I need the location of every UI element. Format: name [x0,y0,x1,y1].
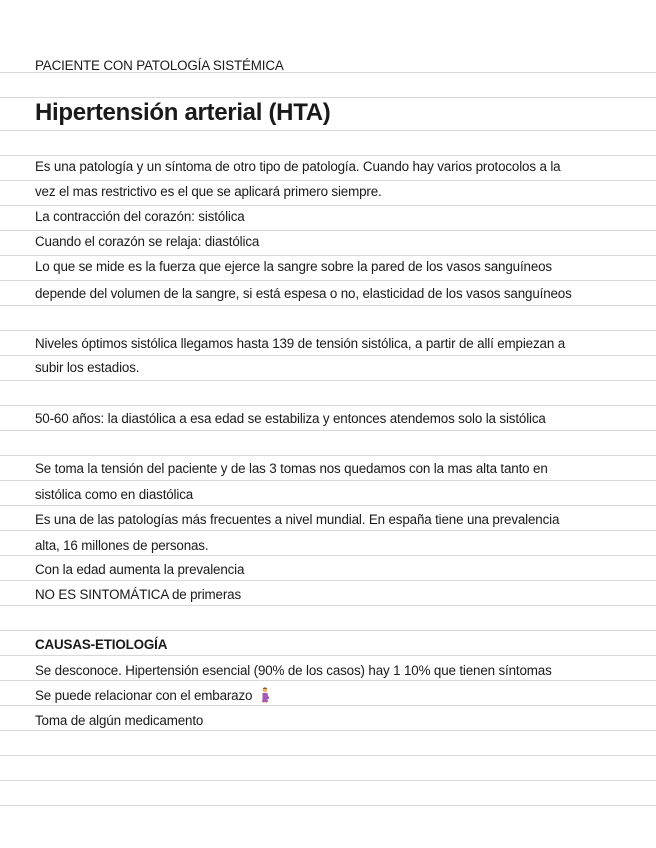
cause-line: Toma de algún medicamento [35,713,204,728]
text-line-emphasis [35,587,241,602]
text-line: Niveles óptimos sistólica llegamos hasta 139 de tensión sistólica, a partir de allí empiezan a [35,336,565,351]
cause-text: Se puede relacionar con el embarazo [35,688,253,703]
emphasis-text: NO ES SINTOMÁTICA [35,587,169,602]
text-line: Es una de las patologías más frecuentes a nivel mundial. En españa tiene una prevalencia [35,512,560,527]
text-line: Con la edad aumenta la prevalencia [35,562,245,577]
text-line: Es una patología y un síntoma de otro tipo de patología. Cuando hay varios protocolos a la [35,159,561,174]
text-line: Lo que se mide es la fuerza que ejerce la sangre sobre la pared de los vasos sanguíneos [35,259,552,274]
text-line: vez el mas restrictivo es el que se aplicará primero siempre. [35,184,382,199]
page-title: Hipertensión arterial (HTA) [35,99,331,126]
text-line: Se toma la tensión del paciente y de las 3 tomas nos quedamos con la mas alta tanto en [35,461,548,476]
text-line: La contracción del corazón: sistólica [35,209,245,224]
text-line: alta, 16 millones de personas. [35,538,209,553]
text-line: subir los estadios. [35,360,140,375]
text-line: 50-60 años: la diastólica a esa edad se estabiliza y entonces atendemos solo la sistólica [35,411,546,426]
text-line: sistólica como en diastólica [35,487,194,502]
cause-line-with-icon [35,687,272,703]
causes-heading: CAUSAS-ETIOLOGÍA [35,637,168,652]
text-line: Cuando el corazón se relaja: diastólica [35,234,260,249]
text-line: depende del volumen de la sangre, si está espesa o no, elasticidad de los vasos sanguíneos [35,286,572,301]
cause-line: Se desconoce. Hipertensión esencial (90% de los casos) hay 1 10% que tienen síntomas [35,663,552,678]
text-fragment: de primeras [168,587,241,602]
section-label: PACIENTE CON PATOLOGÍA SISTÉMICA [35,58,284,73]
pregnant-woman-icon [258,687,272,703]
